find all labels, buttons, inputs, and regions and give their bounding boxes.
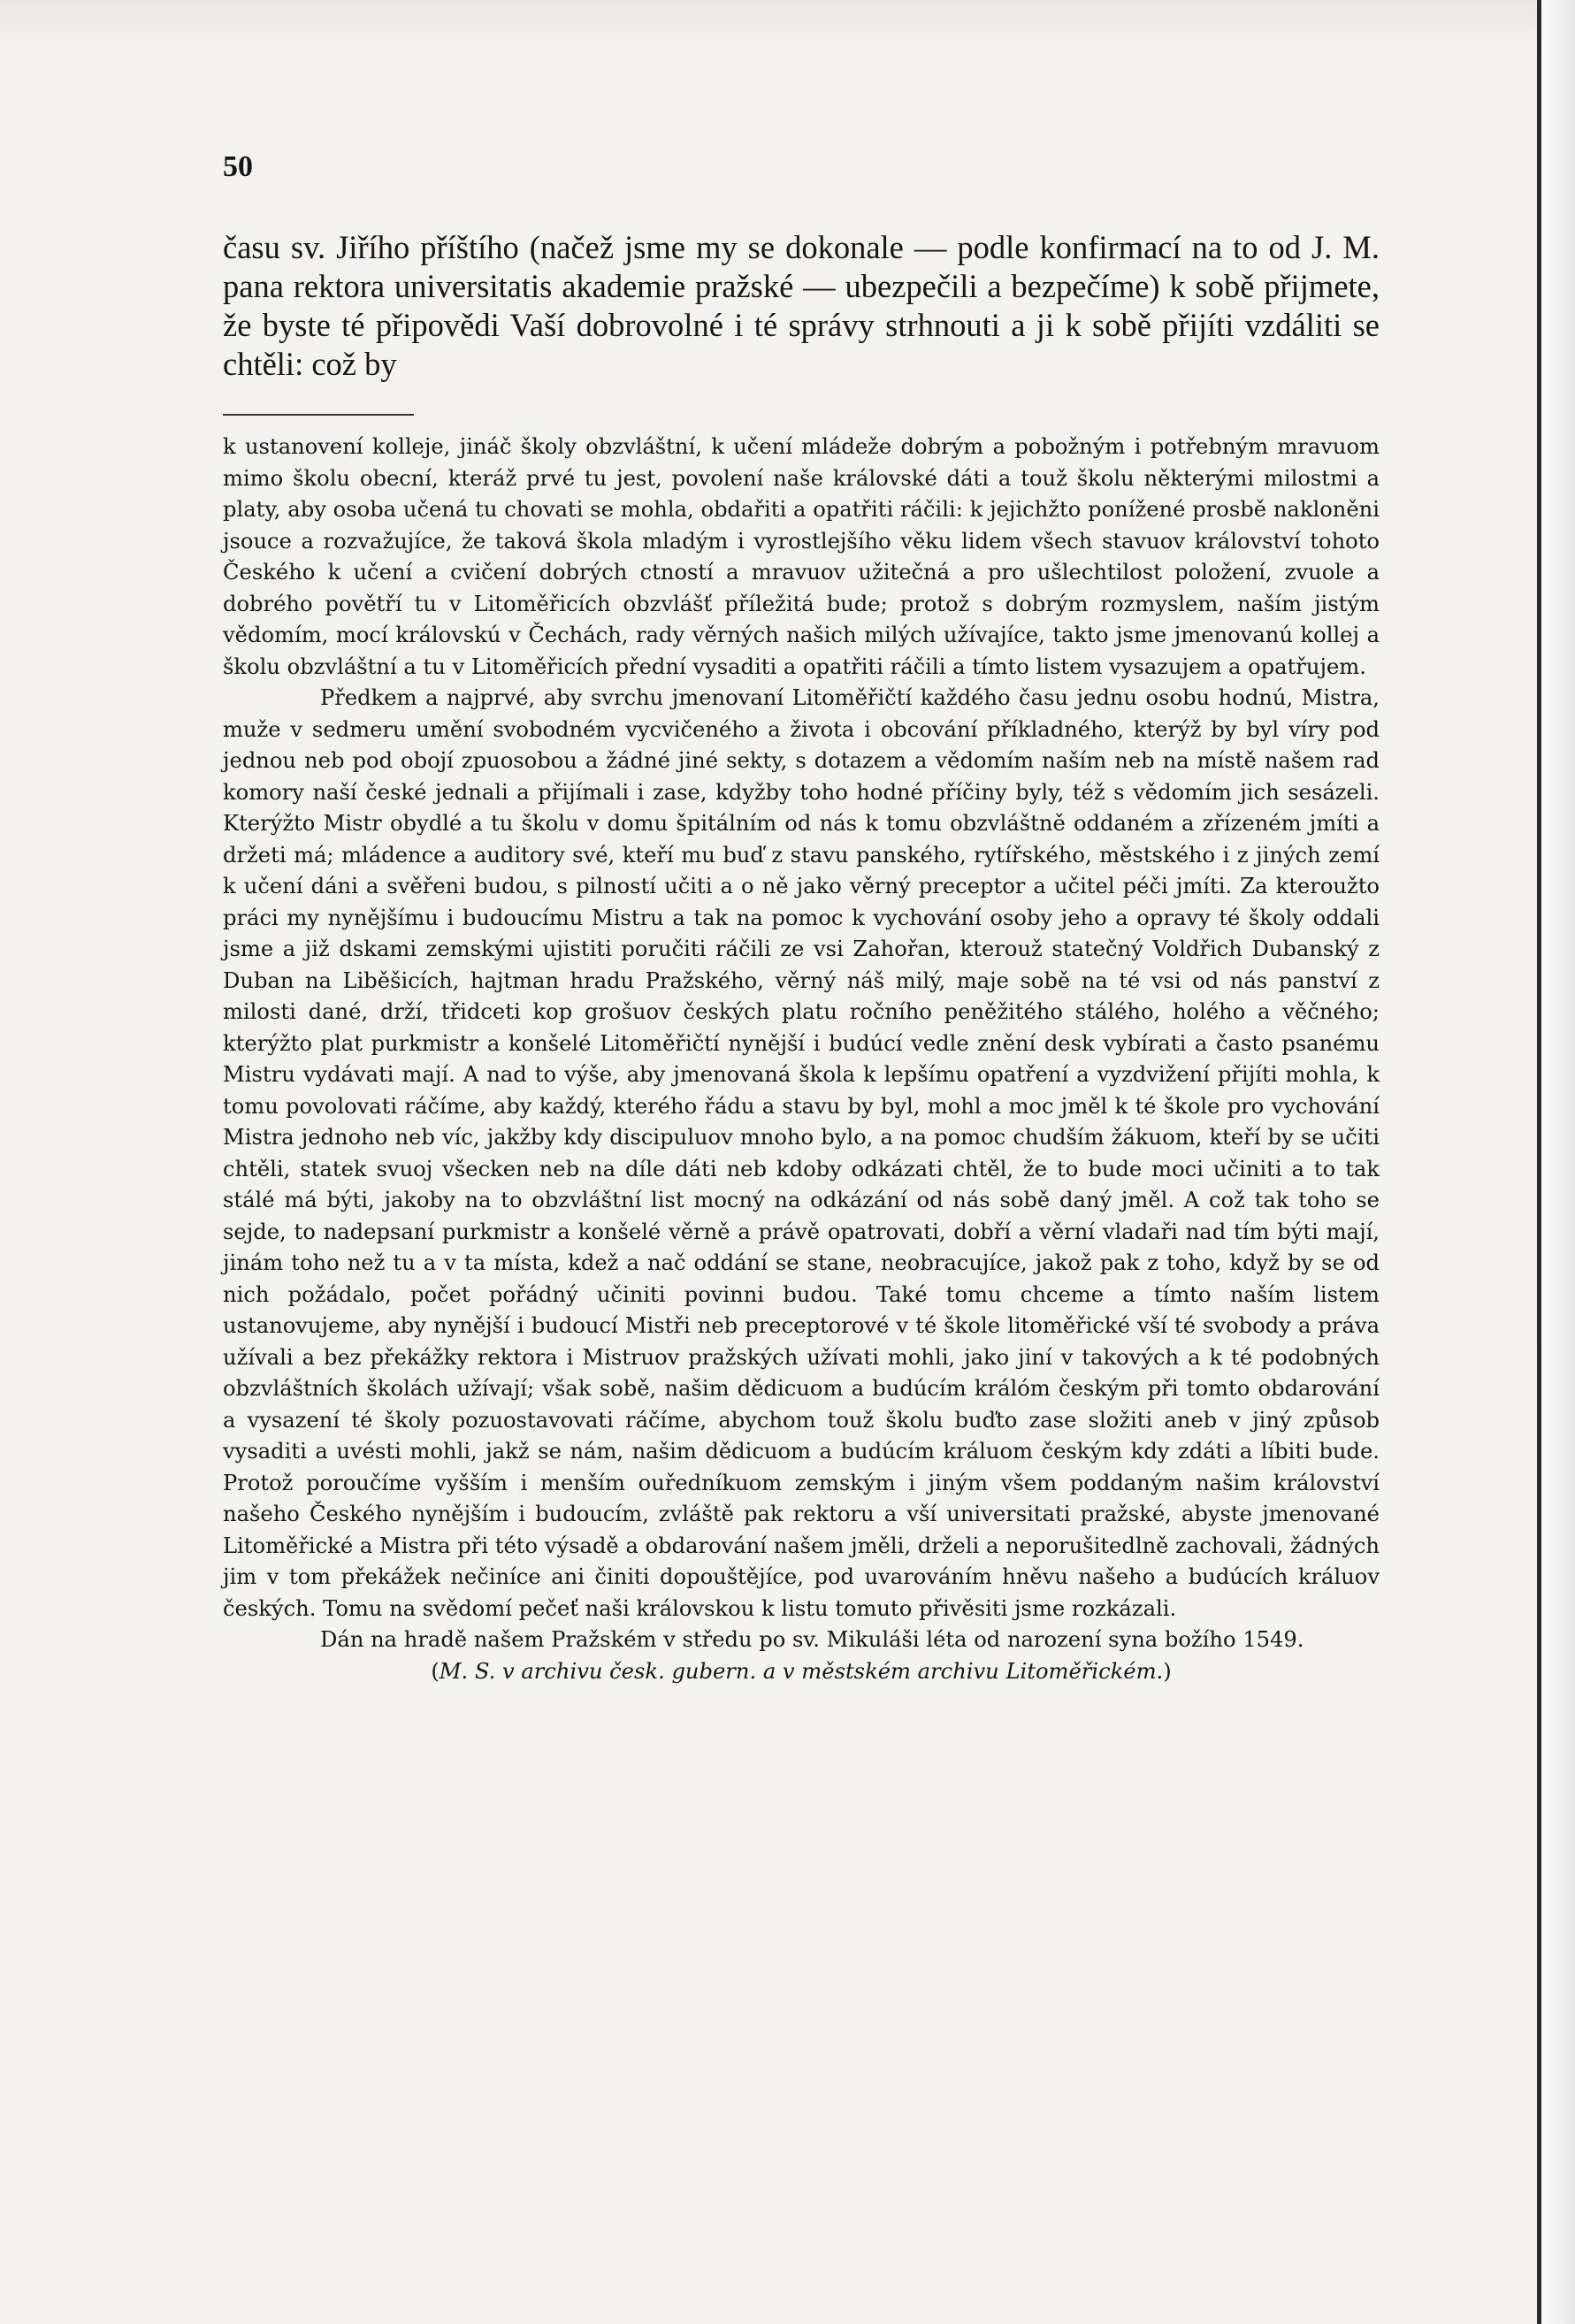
footnote [223,432,1380,1687]
main-text: času sv. Jiřího příštího (načež jsme my se dokonale — podle konfirmací na to od J. M. pana rektora universitatis akademie pražské — ubezpečili a bezpečíme) k sobě přijmete, že byste té připovědi Vaší dobrovolné i té správy strhnouti a ji k sobě přijíti vzdáliti se chtěli: což by [223,229,1380,382]
footnote-paragraph-2: Předkem a najprvé, aby svrchu jmenovaní Litoměřičtí každého času jednu osobu hodnú, Mistra, muže v sedmeru umění svobodném vycvičeného a života i obcování příkladného, kterýž by byl víry pod jednou neb pod obojí zpuosobou a žádné jiné sekty, s dotazem a vědomím naším neb na místě našem rad komory naší české jednali a přijímali i zase, kdyžby toho hodné příčiny byly, též s vědomím jich sesázeli. Kterýžto Mistr obydlé a tu školu v domu špitálním od nás k tomu obzvláštně oddaném a zřízeném jmíti a držeti má; mládence a auditory své, kteří mu buď z stavu panského, rytířského, městského i z jiných zemí k učení dáni a svěřeni budou, s pilností učiti a o ně jako věrný preceptor a učitel péči jmíti. Za kteroužto práci my nynějšímu i budoucímu Mistru a tak na pomoc k vychování osoby jeho a opravy té školy oddali jsme a již dskami zemskými ujistiti poručiti ráčili ze vsi Zahořan, kterouž statečný Voldřich Dubanský z Duban na Liběšicích, hajtman hradu Pražského, věrný náš milý, maje sobě na té vsi od nás panství z milosti dané, drží, třidceti kop grošuov českých platu ročního peněžitého stálého, holého a věčného; kterýžto plat purkmistr a konšelé Litoměřičtí nynější i budúcí vedle znění desk vybírati a často psanému Mistru vydávati mají. A nad to výše, aby jmenovaná škola k lepšímu opatření a vyzdvižení přijíti mohla, k tomu povolovati ráčíme, aby každý, kterého řádu a stavu by byl, mohl a moc jměl k té škole pro vychování Mistra jednoho neb víc, jakžby kdy discipuluov mnoho bylo, a na pomoc chudším žákuom, kteří by se učiti chtěli, statek svuoj všecken neb na díle dáti neb kdoby odkázati chtěl, že to bude moci učiniti a to tak stálé má býti, jakoby na to obzvláštní list mocný na odkázání od nás sobě daný jměl. A což tak toho se sejde, to nadepsaní purkmistr a konšelé věrně a právě opatrovati, dobří a věrní vladaři nad tím býti mají, jinám toho než tu a v ta místa, kdež a nač oddání se stane, neobracujíce, jakož pak z toho, když by se od nich požádalo, počet pořádný učiniti povinni budou. Také tomu chceme a tímto naším listem ustanovujeme, aby nynější i budoucí Mistři neb preceptorové v té škole litoměřické vší té svobody a práva užívali a bez překážky rektora i Mistruov pražských užívati mohli, jako jiní v takových a k té podobných obzvláštních školách užívají; však sobě, našim dědicuom a budúcím králóm českým při tomto obdarování a vysazení té školy pozuostavovati ráčíme, abychom touž školu buďto zase složiti aneb v jiný způsob vysaditi a uvésti mohli, jakž se nám, našim dědicuom a budúcím králuom českým kdy zdáti a líbiti bude. Protož poroučíme vyšším i menším ouředníkuom zemským i jiným všem poddaným našim království našeho Českého nynějším i budoucím, zvláště pak rektoru a vší universitati pražské, abyste jmenované Litoměřické a Mistra při této výsadě a obdarování našem jměli, drželi a neporušitedlně zachovali, žádných jim v tom překážek nečiníce ani činiti dopouštějíce, pod uvarováním hněvu našeho a budúcích králuov českých. Tomu na svědomí pečeť naši královskou k listu tomuto přivěsiti jsme rozkázali. [223,685,1380,1621]
footnote-paragraph-3: Dán na hradě našem Pražském v středu po sv. Mikuláši léta od narození syna božího 1549. [320,1627,1304,1652]
citation-text: M. S. v archivu česk. gubern. a v městském archivu Litoměřickém. [439,1658,1164,1684]
page-number: 50 [223,150,253,183]
source-citation: (M. S. v archivu česk. gubern. a v městském archivu Litoměřickém.) [431,1658,1172,1684]
footnote-paragraph-1: k ustanovení kolleje, jináč školy obzvláštní, k učení mládeže dobrým a pobožným i potřebným mravuom mimo školu obecní, kteráž prvé tu jest, povolení naše královské dáti a touž školu některými milostmi a platy, aby osoba učená tu chovati se mohla, obdařiti a opatřiti ráčili: k jejichžto ponížené prosbě nakloněni jsouce a rozvažujíce, že taková škola mladým i vyrostlejšího věku lidem všech stavuov království tohoto Českého k učení a cvičení dobrých ctností a mravuov užitečná a pro ušlechtilost položení, zvuole a dobrého povětří tu v Litoměřicích obzvlášť příležitá bude; protož s dobrým rozmyslem, naším jistým vědomím, mocí královskú v Čechách, rady věrných našich milých užívajíce, takto jsme jmenovanú kollej a školu obzvláštní a tu v Litoměřicích přední vysaditi a opatřiti ráčili a tímto listem vysazujem a opatřujem. [223,434,1380,679]
page-margin-strip [1541,0,1575,2324]
footnote-divider [223,414,414,416]
